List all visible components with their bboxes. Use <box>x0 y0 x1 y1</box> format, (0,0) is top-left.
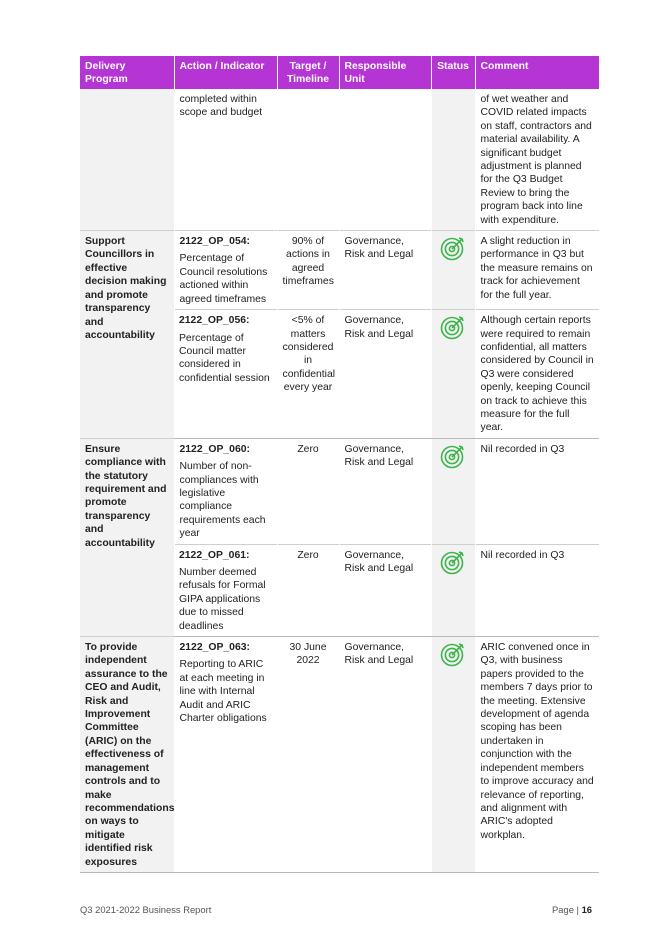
page-label: Page | <box>552 904 579 915</box>
comment-cell: Nil recorded in Q3 <box>475 544 599 636</box>
program-cell: Ensure compliance with the statutory requirement and promote transparency and accountability <box>80 438 174 636</box>
table-row <box>80 89 599 231</box>
target-cell <box>277 89 339 231</box>
action-code: 2122_OP_060: <box>179 443 250 455</box>
comment-cell: A slight reduction in performance in Q3 but the measure remains on track for achievement for the full year. <box>475 231 599 310</box>
target-cell: 90% of actions in agreed timeframes <box>277 231 339 310</box>
unit-cell <box>339 89 431 231</box>
on-track-target-icon <box>440 314 466 340</box>
action-code: 2122_OP_063: <box>179 642 250 654</box>
comment-cell: of wet weather and COVID related impacts on staff, contractors and material availability. A significant budget adjustment is planned for the Q3 Budget Review to bring the program back into line with expenditure. <box>475 89 599 231</box>
table-row <box>80 438 599 544</box>
table-row <box>80 231 599 310</box>
status-cell <box>431 231 475 310</box>
header-target-timeline: Target / Timeline <box>277 56 339 89</box>
action-code: 2122_OP_056: <box>179 315 250 327</box>
action-code: 2122_OP_054: <box>179 236 250 248</box>
table-header-row <box>80 56 599 89</box>
header-delivery-program: Delivery Program <box>80 56 174 89</box>
table-row <box>80 637 599 873</box>
status-cell <box>431 89 475 231</box>
program-cell: Support Councillors in effective decision making and promote transparency and accountability <box>80 231 174 439</box>
action-cell <box>174 438 277 544</box>
header-action-indicator: Action / Indicator <box>174 56 277 89</box>
action-code: 2122_OP_061: <box>179 549 250 561</box>
unit-cell: Governance, Risk and Legal <box>339 310 431 439</box>
status-cell <box>431 310 475 439</box>
header-responsible-unit: Responsible Unit <box>339 56 431 89</box>
header-status: Status <box>431 56 475 89</box>
action-description: Percentage of Council matter considered in confidential session <box>179 332 270 384</box>
action-description: Percentage of Council resolutions actioned within agreed timeframes <box>179 253 268 305</box>
footer-report-title: Q3 2021-2022 Business Report <box>80 904 212 915</box>
on-track-target-icon <box>440 641 466 667</box>
status-cell <box>431 544 475 636</box>
on-track-target-icon <box>440 235 466 261</box>
action-description: Reporting to ARIC at each meeting in line with Internal Audit and ARIC Charter obligations <box>179 659 267 725</box>
target-cell: <5% of matters considered in confidential every year <box>277 310 339 439</box>
action-cell <box>174 637 277 873</box>
comment-cell: Nil recorded in Q3 <box>475 438 599 544</box>
on-track-target-icon <box>440 443 466 469</box>
action-description: Number of non-compliances with legislative compliance requirements each year <box>179 461 266 540</box>
action-description: completed within scope and budget <box>179 94 263 119</box>
footer-page-number <box>552 904 592 915</box>
unit-cell: Governance, Risk and Legal <box>339 544 431 636</box>
unit-cell: Governance, Risk and Legal <box>339 438 431 544</box>
page-number: 16 <box>581 904 592 915</box>
on-track-target-icon <box>440 549 466 575</box>
action-cell <box>174 89 277 231</box>
unit-cell: Governance, Risk and Legal <box>339 231 431 310</box>
action-cell <box>174 231 277 310</box>
header-comment: Comment <box>475 56 599 89</box>
unit-cell: Governance, Risk and Legal <box>339 637 431 873</box>
action-cell <box>174 310 277 439</box>
business-report-table <box>80 56 599 873</box>
status-cell <box>431 637 475 873</box>
program-cell: To provide independent assurance to the CEO and Audit, Risk and Improvement Committee (ARIC) on the effectiveness of management controls and to make recommendations on ways to mitigate identified risk exposures <box>80 637 174 873</box>
program-cell <box>80 89 174 231</box>
target-cell: 30 June 2022 <box>277 637 339 873</box>
target-cell: Zero <box>277 544 339 636</box>
action-description: Number deemed refusals for Formal GIPA applications due to missed deadlines <box>179 567 266 632</box>
status-cell <box>431 438 475 544</box>
action-cell <box>174 544 277 636</box>
comment-cell: Although certain reports were required to remain confidential, all matters considered by Council in Q3 were considered openly, keeping Council on track to achieve this measure for the full year. <box>475 310 599 439</box>
target-cell: Zero <box>277 438 339 544</box>
comment-cell: ARIC convened once in Q3, with business papers provided to the members 7 days prior to the meeting. Extensive development of agenda scoping has been undertaken in conjunction with the independent members to improve accuracy and relevance of reporting, and alignment with ARIC's adopted workplan. <box>475 637 599 873</box>
